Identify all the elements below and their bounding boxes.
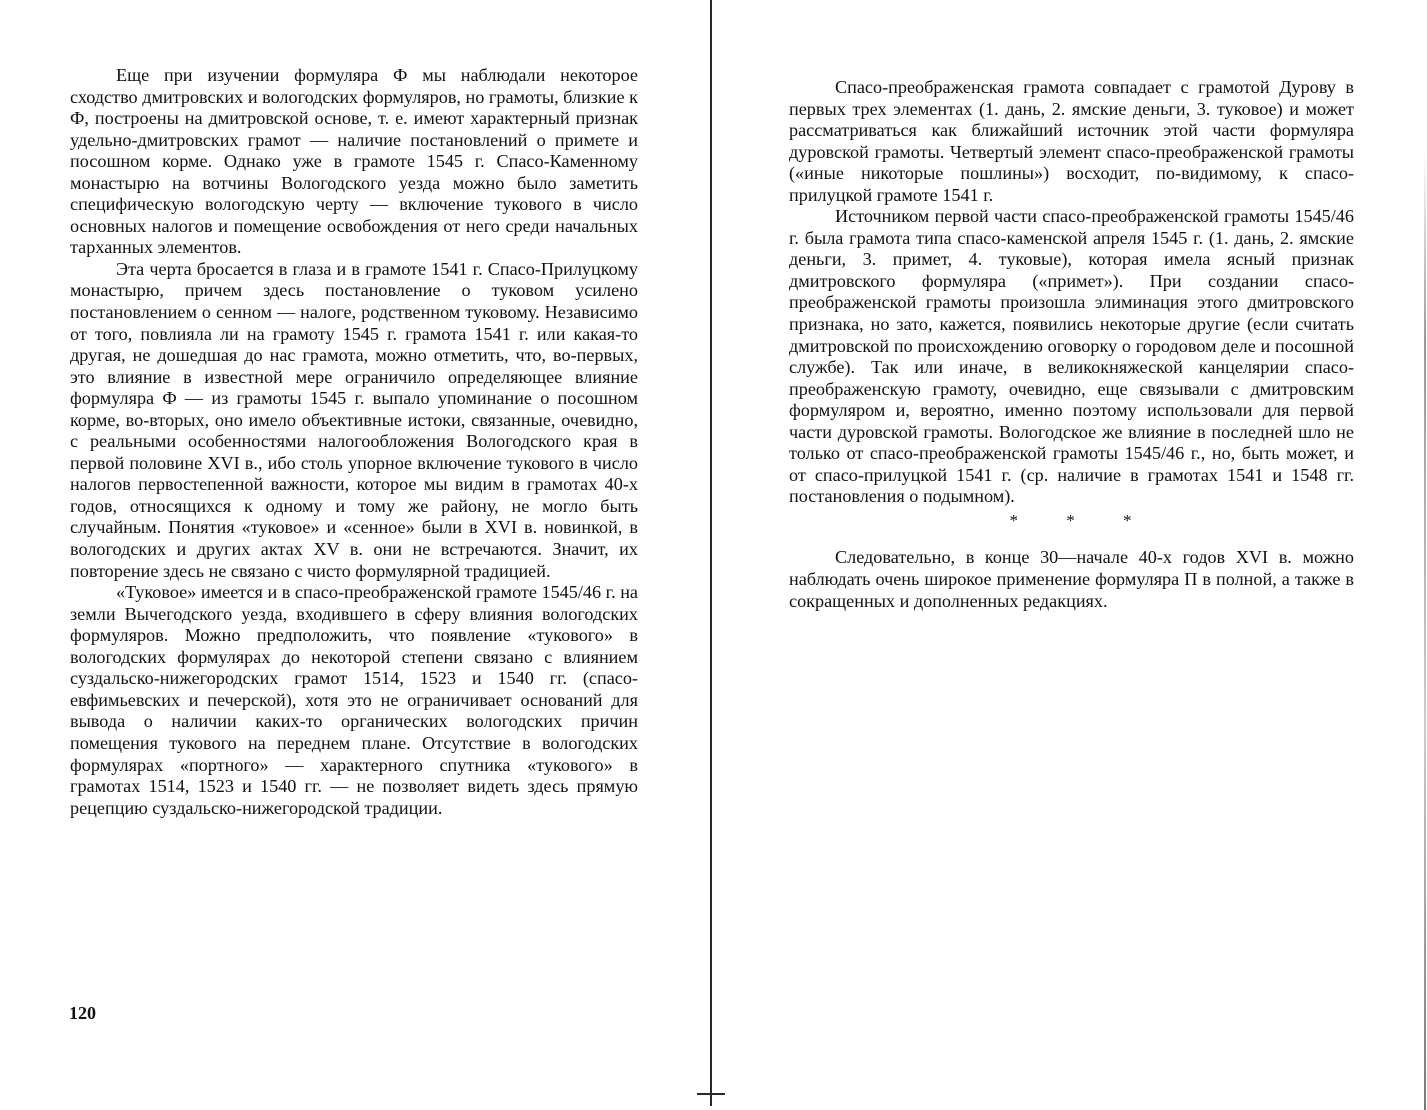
page-edge-shadow [1424,150,1426,1110]
left-page-text-column [70,65,638,819]
left-paragraph-3: «Туковое» имеется и в спасо-преображенской грамоте 1545/46 г. на земли Вычегодского уезда, входившего в сферу влияния вологодских формуляров. Можно предположить, что появление «тукового» в вологодских формулярах до некоторой степени связано с влиянием суздальско-нижегородских грамот 1514, 1523 и 1540 гг. (спасо-евфимьевских и печерской), хотя это не ограничивает оснований для вывода о наличии каких-то органических вологодских причин помещения тукового на переднем плане. Отсутствие в вологодских формулярах «портного» — характерного спутника «тукового» в грамотах 1514, 1523 и 1540 гг. — не позволяет видеть здесь прямую рецепцию суздальско-нижегородской традиции. [70,582,638,818]
right-paragraph-2: Источником первой части спасо-преображенской грамоты 1545/46 г. была грамота типа спасо-каменской апреля 1545 г. (1. дань, 2. ямские деньги, 3. примет, 4. туковые), которая имела ясный признак дмитровского формуляра («примет»). При создании спасо-преображенской грамоты произошла элиминация этого дмитровского признака, но зато, кажется, появились некоторые другие (если считать дмитровской по происхождению оговорку о городовом деле и посошной службе). Так или иначе, в великокняжеской канцелярии спасо-преображенскую грамоту, очевидно, еще связывали с дмитровским формуляром и, вероятно, именно поэтому использовали для первой части дуровской грамоты. Вологодское же влияние в последней шло не только от спасо-преображенской грамоты 1545/46 г., но, быть может, и от спасо-прилуцкой 1541 г. (ср. наличие в грамотах 1541 и 1548 гг. постановления о подымном). [789,206,1354,507]
section-separator: * * * [1009,510,1154,530]
right-page [712,0,1427,1106]
right-paragraph-1: Спасо-преображенская грамота совпадает с грамотой Дурову в первых трех элементах (1. дань, 2. ямские деньги, 3. туковое) и может рассматриваться как ближайший источник этой части формуляра дуровской грамоты. Четвертый элемент спасо-преображенской грамоты («иные никоторые пошлины») восходит, по-видимому, к спасо-прилуцкой грамоте 1541 г. [789,77,1354,205]
left-page [0,0,712,1106]
left-paragraph-2: Эта черта бросается в глаза и в грамоте 1541 г. Спасо-Прилуцкому монастырю, причем здесь постановление о туковом усилено постановлением о сенном — налоге, родственном туковому. Независимо от того, повлияла ли на грамоту 1545 г. грамота 1541 г. или какая-то другая, не дошедшая до нас грамота, можно отметить, что, во-первых, это влияние в известной мере ограничило определяющее влияние формуляра Ф — из грамоты 1545 г. выпало упоминание о посошном корме, во-вторых, оно имело объективные истоки, связанные, очевидно, с реальными особенностями налогообложения Вологодского края в первой половине XVI в., ибо столь упорное включение тукового в число налогов первостепенной важности, которое мы видим в грамотах 40-х годов, относящихся к одному и тому же району, не могло быть случайным. Понятия «туковое» и «сенное» были в XVI в. новинкой, в вологодских и других актах XV в. они не встречаются. Значит, их повторение здесь не связано с чисто формулярной традицией. [70,258,638,581]
left-paragraph-1: Еще при изучении формуляра Ф мы наблюдали некоторое сходство дмитровских и вологодских формуляров, но грамоты, близкие к Ф, построены на дмитровской основе, т. е. имеют характерный признак удельно-дмитровских грамот — наличие постановлений о примете и посошном корме. Однако уже в грамоте 1545 г. Спасо-Каменному монастырю на вотчины Вологодского уезда можно было заметить специфическую вологодскую черту — включение тукового в число основных налогов и помещение освобождения от него среди начальных тарханных элементов. [70,65,638,258]
right-page-text-column [789,77,1354,612]
right-paragraph-3: Следовательно, в конце 30—начале 40-х годов XVI в. можно наблюдать очень широкое применение формуляра П в полной, а также в сокращенных и дополненных редакциях. [789,547,1354,611]
page-number: 120 [69,1003,96,1023]
